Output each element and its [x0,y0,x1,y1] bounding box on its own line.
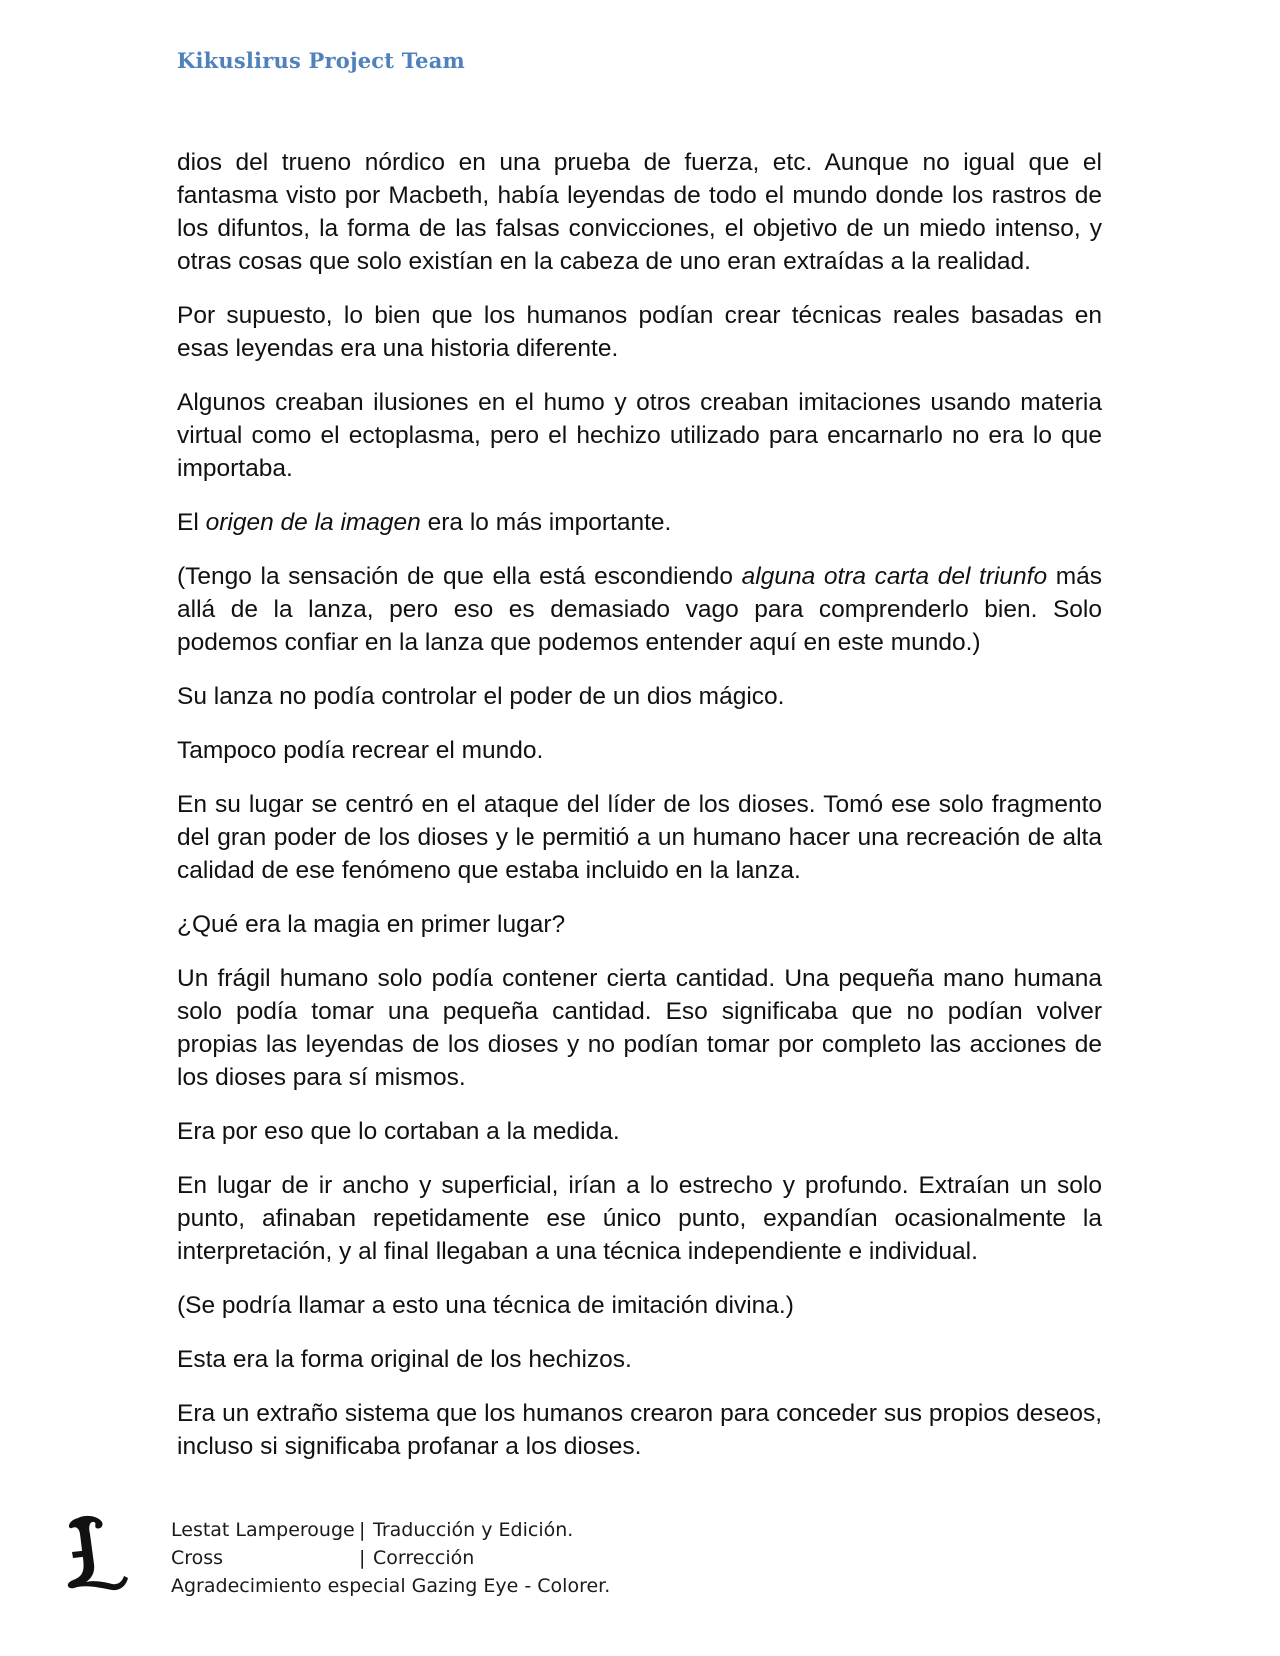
paragraph-text: Por supuesto, lo bien que los humanos podían crear técnicas reales basadas en esas leyendas era una historia diferente. [177,302,1102,362]
credit-separator: | [359,1519,366,1541]
italic-text: origen de la imagen [205,509,421,536]
credit-role: Traducción y Edición. [373,1519,574,1541]
credit-name: Lestat Lamperouge [171,1519,355,1541]
paragraph-text: Algunos creaban ilusiones en el humo y otros creaban imitaciones usando materia virtual como el ectoplasma, pero el hechizo utilizado para encarnarlo no era lo que importaba. [177,389,1102,482]
credit-role: Corrección [373,1547,475,1569]
paragraph-text: más allá de la lanza, pero eso es demasiado vago para comprenderlo bien. Solo podemos confiar en la lanza que podemos entender aquí en este mundo.) [177,563,1103,656]
paragraph-text: dios del trueno nórdico en una prueba de fuerza, etc. Aunque no igual que el fantasma visto por Macbeth, había leyendas de todo el mundo donde los rastros de los difuntos, la forma de las falsas convicciones, el objetivo de un miedo intenso, y otras cosas que solo existían en la cabeza de uno eran extraídas a la realidad. [177,149,1102,275]
paragraph-text: era lo más importante. [420,509,672,536]
body-paragraph [177,560,1102,659]
body-paragraph [177,734,1102,767]
gothic-letter-l-logo [64,1512,130,1592]
paragraph-text: El [177,509,206,536]
body-paragraph [177,1343,1102,1376]
body-paragraph [177,506,1102,539]
paragraph-text: (Tengo la sensación de que ella está escondiendo [177,563,742,590]
special-thanks: Agradecimiento especial Gazing Eye - Colorer. [171,1575,611,1597]
footer-credits [171,1516,610,1600]
body-paragraph [177,299,1102,365]
paragraph-text: Tampoco podía recrear el mundo. [177,737,544,764]
credit-separator: | [359,1547,366,1569]
paragraph-text: Era por eso que lo cortaban a la medida. [177,1118,620,1145]
body-paragraph [177,146,1102,278]
body-paragraph [177,1397,1102,1463]
body-paragraph [177,680,1102,713]
body-paragraph [177,788,1102,887]
paragraph-text: En su lugar se centró en el ataque del líder de los dioses. Tomó ese solo fragmento del gran poder de los dioses y le permitió a un humano hacer una recreación de alta calidad de ese fenómeno que estaba incluido en la lanza. [177,791,1102,884]
credit-row [171,1544,610,1572]
body-paragraph [177,386,1102,485]
page-header-title: Kikuslirus Project Team [177,48,465,73]
body-paragraph [177,1289,1102,1322]
paragraph-text: En lugar de ir ancho y superficial, irían a lo estrecho y profundo. Extraían un solo punto, afinaban repetidamente ese único punto, expandían ocasionalmente la interpretación, y al final llegaban a una técnica independiente e individual. [177,1172,1102,1265]
paragraph-text: (Se podría llamar a esto una técnica de imitación divina.) [177,1292,794,1319]
paragraph-text: Esta era la forma original de los hechizos. [177,1346,632,1373]
paragraph-text: ¿Qué era la magia en primer lugar? [177,911,566,938]
document-body [177,146,1102,1463]
body-paragraph [177,962,1102,1094]
credit-row [171,1516,610,1544]
paragraph-text: Era un extraño sistema que los humanos crearon para conceder sus propios deseos, incluso si significaba profanar a los dioses. [177,1400,1102,1460]
credit-name: Cross [171,1547,224,1569]
paragraph-text: Su lanza no podía controlar el poder de un dios mágico. [177,683,785,710]
body-paragraph [177,1169,1102,1268]
body-paragraph [177,1115,1102,1148]
paragraph-text: Un frágil humano solo podía contener cierta cantidad. Una pequeña mano humana solo podía tomar una pequeña cantidad. Eso significaba que no podían volver propias las leyendas de los dioses y no podían tomar por completo las acciones de los dioses para sí mismos. [177,965,1102,1091]
body-paragraph [177,908,1102,941]
italic-text: alguna otra carta del triunfo [741,563,1048,590]
